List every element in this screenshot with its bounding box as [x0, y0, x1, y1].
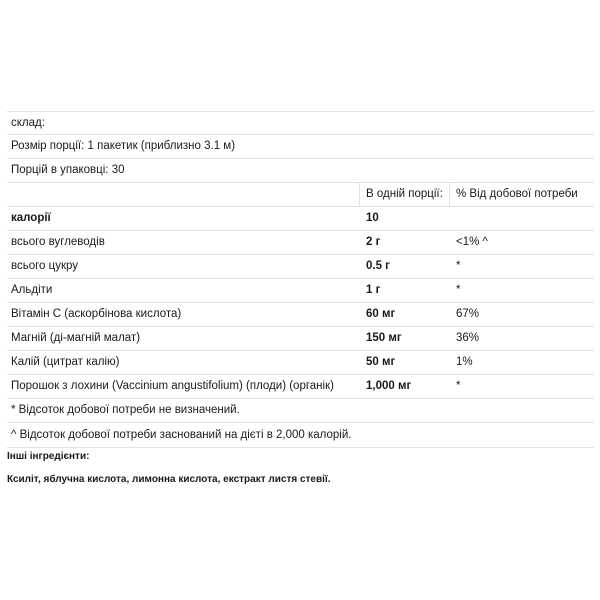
nutrient-name: Калій (цитрат калію) [11, 356, 120, 368]
nutrient-name: Вітамін С (аскорбінова кислота) [11, 308, 182, 320]
nutrient-row [7, 206, 594, 230]
nutrient-row [7, 302, 594, 326]
nutrient-daily-value: <1% ^ [456, 236, 488, 248]
servings-per-container-row [7, 158, 594, 182]
nutrient-daily-value: * [456, 380, 461, 392]
per-serving-header: В одній порції: [366, 188, 443, 200]
footnote-not-established: * Відсоток добової потреби не визначений. [11, 404, 240, 416]
nutrient-daily-value: * [456, 284, 461, 296]
nutrient-row [7, 374, 594, 398]
serving-size: Розмір порції: 1 пакетик (приблизно 3.1 м) [11, 140, 236, 152]
nutrient-row [7, 326, 594, 350]
footnote-row [7, 422, 594, 448]
nutrient-amount: 60 мг [366, 308, 396, 320]
nutrient-amount: 150 мг [366, 332, 402, 344]
nutrient-daily-value: 67% [456, 308, 480, 320]
nutrient-row [7, 230, 594, 254]
nutrient-daily-value: 36% [456, 332, 480, 344]
nutrient-amount: 2 г [366, 236, 381, 248]
column-divider [359, 183, 360, 206]
column-divider [449, 183, 450, 206]
nutrient-amount: 0.5 г [366, 260, 390, 272]
nutrient-amount: 10 [366, 212, 379, 224]
nutrient-name: Порошок з лохини (Vaccinium angustifolium) (плоди) (органік) [11, 380, 334, 392]
nutrient-daily-value: * [456, 260, 461, 272]
composition-row [7, 111, 594, 134]
nutrient-amount: 50 мг [366, 356, 396, 368]
column-header-row [7, 182, 594, 206]
servings-per-container: Порцій в упаковці: 30 [11, 164, 125, 176]
nutrient-name: всього вуглеводів [11, 236, 105, 248]
nutrient-name: калорії [11, 212, 51, 224]
nutrient-name: Альдіти [11, 284, 53, 296]
nutrient-row [7, 350, 594, 374]
footnote-diet-basis: ^ Відсоток добової потреби заснований на дієті в 2,000 калорій. [11, 429, 352, 441]
composition-label: склад: [11, 117, 45, 129]
serving-size-row [7, 134, 594, 158]
nutrient-row [7, 254, 594, 278]
other-ingredients-text: Ксиліт, яблучна кислота, лимонна кислота, екстракт листя стевії. [7, 474, 331, 485]
footnote-row [7, 398, 594, 422]
nutrient-name: всього цукру [11, 260, 79, 272]
nutrient-daily-value: 1% [456, 356, 473, 368]
other-ingredients-label: Інші інгредієнти: [7, 451, 90, 462]
nutrient-amount: 1 г [366, 284, 381, 296]
supplement-facts-table [7, 111, 594, 448]
nutrient-amount: 1,000 мг [366, 380, 412, 392]
daily-value-header: % Від добової потреби [456, 188, 578, 200]
nutrient-name: Магній (ді-магній малат) [11, 332, 141, 344]
nutrient-row [7, 278, 594, 302]
